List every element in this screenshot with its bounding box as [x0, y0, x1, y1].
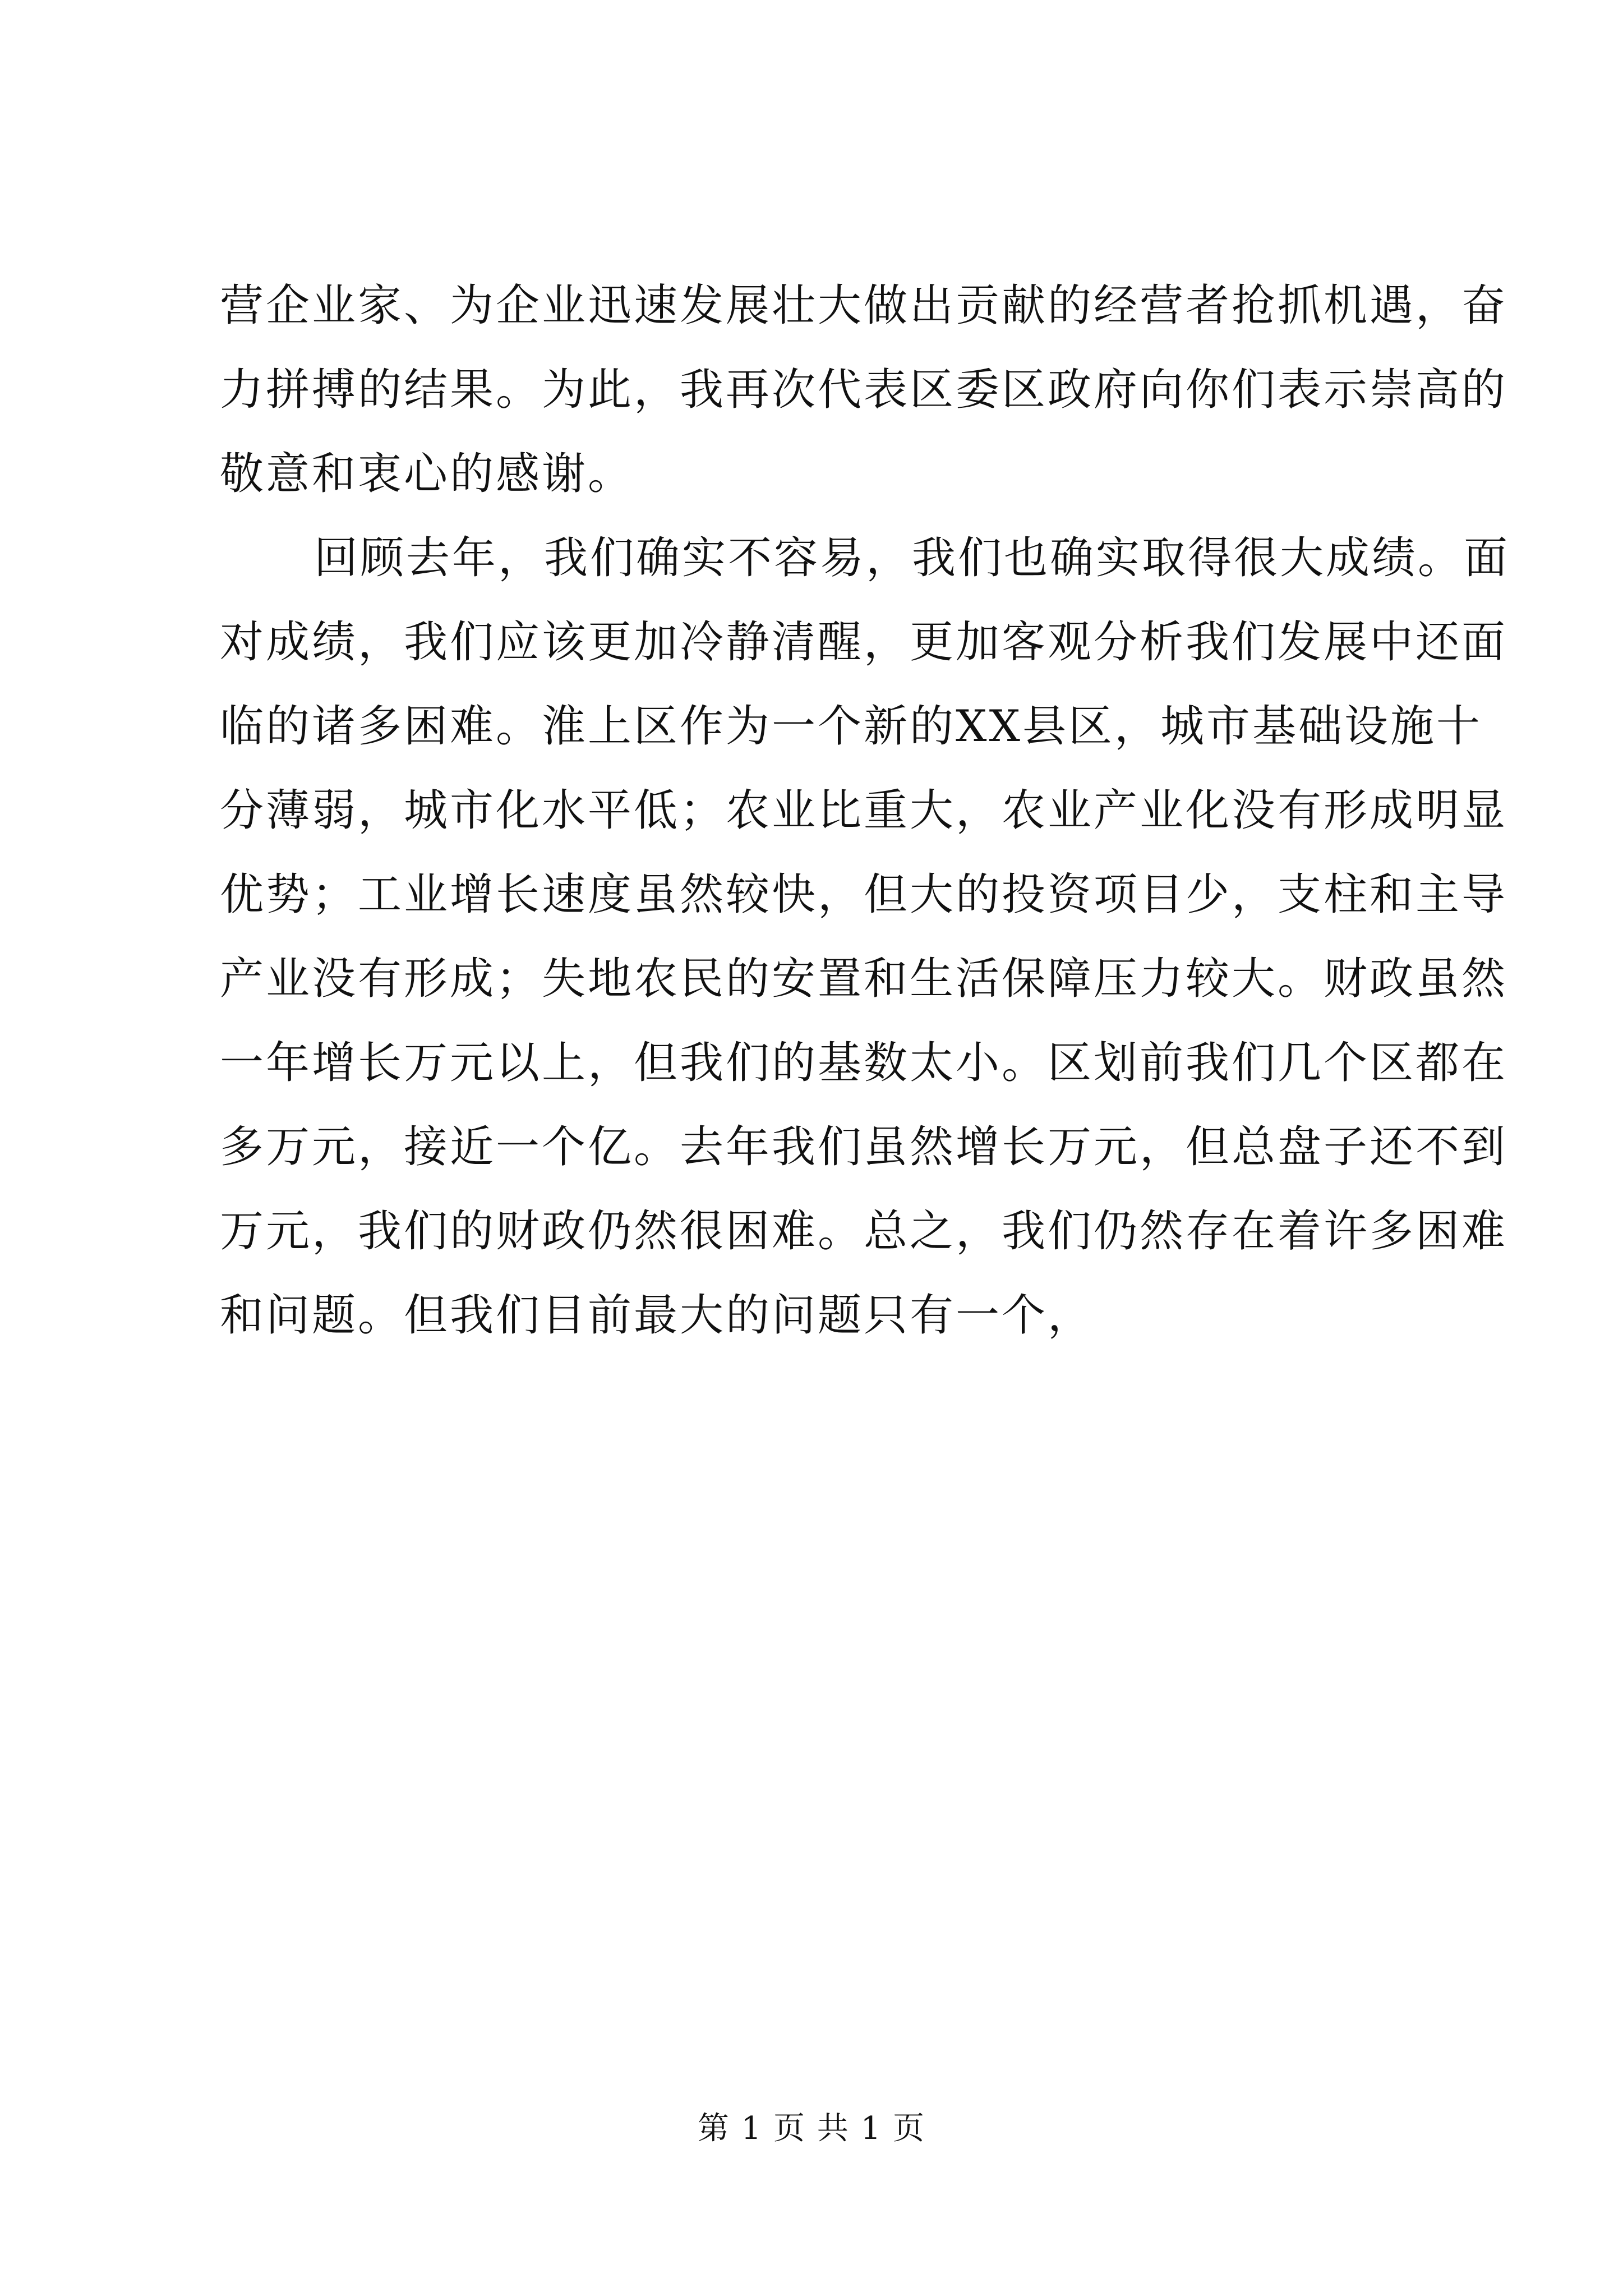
text-line: 力拼搏的结果。为此，我再次代表区委区政府向你们表示崇高的 [220, 365, 1508, 415]
text-line: 敬意和衷心的感谢。 [220, 449, 634, 499]
text-line: 临的诸多困难。淮上区作为一个新的XX县区，城市基础设施十 [220, 701, 1483, 752]
text-line: 优势；工业增长速度虽然较快，但大的投资项目少，支柱和主导 [220, 869, 1508, 920]
text-line: 和问题。但我们目前最大的问题只有一个， [220, 1290, 1094, 1341]
page-footer: 第 1 页 共 1 页 [697, 2110, 926, 2147]
text-line: 营企业家、为企业迅速发展壮大做出贡献的经营者抢抓机遇，奋 [220, 280, 1508, 331]
text-line: 多万元，接近一个亿。去年我们虽然增长万元，但总盘子还不到 [220, 1122, 1508, 1172]
text-line: 对成绩，我们应该更加冷静清醒，更加客观分析我们发展中还面 [220, 617, 1508, 668]
document-body [220, 264, 1510, 1358]
text-line: 一年增长万元以上，但我们的基数太小。区划前我们几个区都在 [220, 1038, 1508, 1088]
text-line: 万元，我们的财政仍然很困难。总之，我们仍然存在着许多困难 [220, 1206, 1508, 1257]
text-line: 分薄弱，城市化水平低；农业比重大，农业产业化没有形成明显 [220, 785, 1508, 836]
text-line: 产业没有形成；失地农民的安置和生活保障压力较大。财政虽然 [220, 954, 1508, 1004]
paragraph-first-line: 回顾去年，我们确实不容易，我们也确实取得很大成绩。面 [314, 533, 1510, 583]
